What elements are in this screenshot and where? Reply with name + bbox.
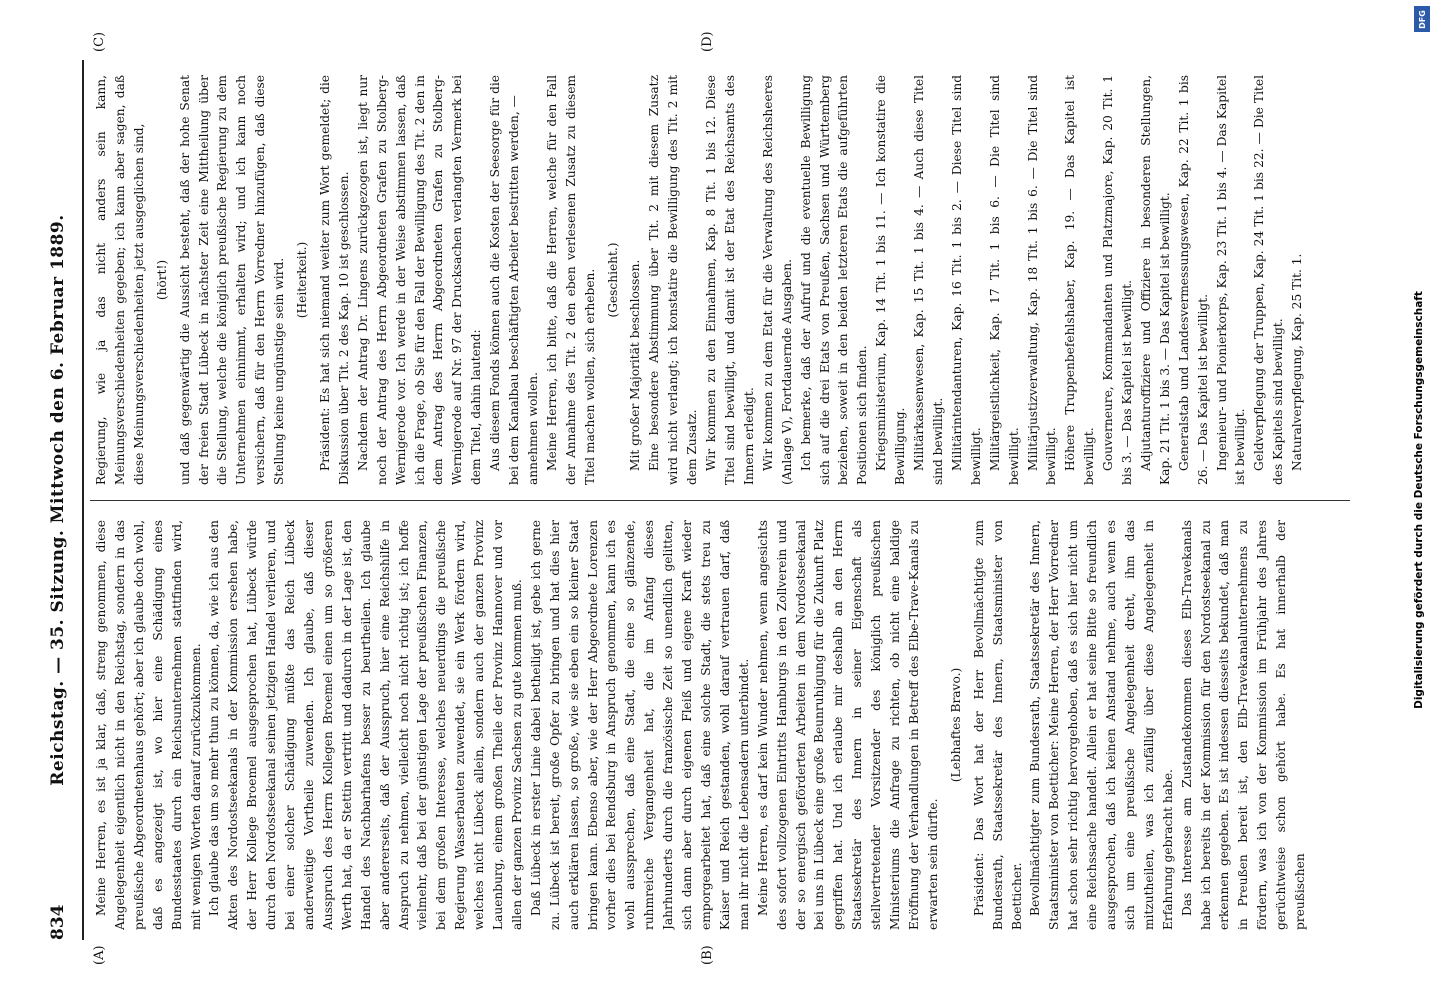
- margin-mark-b: (B): [700, 945, 715, 965]
- speaker-paragraph: Präsident: Es hat sich niemand weiter zum Wort gemeldet; die Diskussion über Tit. 2 des Kap. 10 ist geschlossen.: [317, 75, 351, 485]
- paragraph: Das Interesse am Zustandekommen dieses Elb-Travekanals habe ich bereits in der Kommission für den Nordostseekanal zu erkennen gegeben. Es ist indessen diesseits bekundet, daß man in Preußen bereit ist, den Elb-Travekanalunternehmens zu fördern, was ich von der Kommission im Frühjahr des Jahres gerüchtweise schon gehört habe. Es hat innerhalb der preußischen: [1179, 520, 1308, 930]
- paragraph: Kriegsministerium, Kap. 14 Tit. 1 bis 11. — Ich konstatire die Bewilligung.: [874, 75, 908, 485]
- paragraph: Höhere Truppenbefehlshaber, Kap. 19. — Das Kapitel ist bewilligt.: [1063, 75, 1097, 485]
- paragraph: Geldverpflegung der Truppen, Kap. 24 Tit. 1 bis 22. — Die Titel des Kapitels sind bewilligt.: [1252, 75, 1286, 485]
- paragraph: Naturalverpflegung, Kap. 25 Tit. 1.: [1290, 253, 1305, 471]
- speaker-paragraph: Bevollmächtigter zum Bundesrath, Staatssekretär des Innern, Staatsminister von Boetticher: Meine Herren, der Herr Vorredner hat schon sehr richtig hervorgehoben, daß es sich hier nicht um eine Reichssache handelt. Allein er hat seine Bitte so freundlich ausgesprochen, daß ich keinen Anstand nehme, auch wenn es sich um eine preußische Angelegenheit dreht, ihm das mitzutheilen, was ich zufällig über diese Angelegenheit in Erfahrung gebracht habe.: [1028, 520, 1175, 930]
- margin-mark-d: (D): [700, 31, 715, 52]
- interjection: (Heiterkeit.): [295, 241, 310, 319]
- paragraph: Militärkassenwesen, Kap. 15 Tit. 1 bis 4. — Auch diese Titel sind bewilligt.: [912, 75, 945, 485]
- running-head: [48, 60, 78, 940]
- left-text-column: [92, 520, 1342, 930]
- quoted-paragraph: Aus diesem Fonds können auch die Kosten der Seesorge für die bei dem Kanalbau beschäftigten Arbeiter bestritten werden, —: [488, 75, 522, 485]
- paragraph: Eine besondere Abstimmung über Tit. 2 mit diesem Zusatz wird nicht verlangt; ich konstatire die Bewilligung des Tit. 2 mit dem Zusatz.: [647, 75, 700, 485]
- paragraph: Militärgeistlichkeit, Kap. 17 Tit. 1 bis 6. — Die Titel sind bewilligt.: [987, 75, 1021, 485]
- paragraph: Regierung, wie ja das nicht anders sein kann, Meinungsverschiedenheiten gegeben; ich kann aber sagen, daß diese Meinungsverschiedenheiten jetzt ausgeglichen sind,: [94, 75, 146, 485]
- page-number: 834: [48, 904, 68, 940]
- paragraph: Meine Herren, ich bitte, daß die Herren, welche für den Fall der Annahme des Tit. 2 den eben verlesenen Zusatz zu diesem Titel machen wollen, sich erheben.: [544, 75, 597, 485]
- dfg-logo: [1414, 6, 1430, 32]
- dfg-logo-text: DFG: [1417, 9, 1427, 29]
- session-title: Reichstag. — 35. Sitzung. Mittwoch den 6. Februar 1889.: [48, 214, 68, 786]
- paragraph: Gouverneure, Kommandanten und Platzmajore, Kap. 20 Tit. 1 bis 3. — Das Kapitel ist bewilligt.: [1101, 75, 1135, 485]
- paragraph: Militärintendanturen, Kap. 16 Tit. 1 bis 2. — Diese Titel sind bewilligt.: [949, 75, 983, 485]
- paragraph: Mit großer Majorität beschlossen.: [628, 259, 643, 471]
- credit-text: Digitalisierung gefördert durch die Deutsche Forschungsgemeinschaft: [1413, 291, 1425, 709]
- paragraph: Generalstab und Landesvermessungswesen, Kap. 22 Tit. 1 bis 26. — Das Kapitel ist bewilligt.: [1176, 75, 1210, 485]
- paragraph: Meine Herren, es darf kein Wunder nehmen, wenn angesichts des sofort vollzogenen Eintritts Hamburgs in den Zollverein und der so energisch geförderten Arbeiten in dem Nordostseekanal bei uns in Lübeck eine große Beunruhigung für die Zukunft Platz gegriffen hat. Und ich erlaube mir deshalb an den Herrn Staatssekretär des Innern in seiner Eigenschaft als stellvertretender Vorsitzender des königlich preußischen Ministeriums die Anfrage zu richten, ob nicht eine baldige Eröffnung der Verhandlungen in Betreff des Elbe-Trave-Kanals zu erwarten sein dürfte.: [755, 520, 940, 930]
- digitization-credit: [1410, 40, 1428, 960]
- paragraph: und daß gegenwärtig die Aussicht besteht, daß der hohe Senat der freien Stadt Lübeck in nächster Zeit eine Mittheilung über die Stellung, welche die königlich preußische Regierung zu dem Unternehmen einnimmt, erhalten wird; und ich kann noch versichern, daß für den Herrn Vorredner hinzufügen, daß diese Stellung keine ungünstige sein wird.: [177, 75, 287, 485]
- paragraph: Ich bemerke, daß der Aufruf und die eventuelle Bewilligung sich auf die drei Etats von Preußen, Sachsen und Württemberg beziehen, soweit in den beiden letzteren Etats die aufgeführten Positionen sich finden.: [798, 75, 870, 485]
- paragraph: Ingenieur- und Pionierkorps, Kap. 23 Tit. 1 bis 4. — Das Kapitel ist bewilligt.: [1214, 75, 1248, 485]
- interjection: (hört!): [154, 259, 169, 301]
- paragraph: Adjutanturoffiziere und Offiziere in besonderen Stellungen, Kap. 21 Tit. 1 bis 3. — Das Kapitel ist bewilligt.: [1138, 75, 1172, 485]
- interjection: (Geschieht.): [605, 242, 620, 318]
- paragraph: Daß Lübeck in erster Linie dabei betheiligt ist, gebe ich gerne zu. Lübeck ist bereit, große Opfer zu bringen und hat dies hier auch erklären lassen, so große, wie sie eben ein so kleiner Staat bringen kann. Ebenso aber, wie der Herr Abgeordnete Lorenzen vorher dies bei Rendsburg in Anspruch genommen, kann ich es wohl aussprechen, daß eine Stadt, die eine so glänzende, ruhmreiche Vergangenheit hat, die im Anfang dieses Jahrhunderts durch die französische Zeit so unendlich gelitten, sich dann aber durch eigenen Fleiß und eigene Kraft wieder emporgearbeitet hat, daß eine solche Stadt, die stets treu zu Kaiser und Reich gestanden, wohl darauf vertrauen darf, daß man ihr nicht die Lebensadern unterbindet.: [528, 520, 751, 930]
- paragraph: Wir kommen zu dem Etat für die Verwaltung des Reichsheeres (Anlage V), Fortdauernde Ausgaben.: [760, 75, 794, 485]
- paragraph: Nachdem der Antrag Dr. Lingens zurückgezogen ist, liegt nur noch der Antrag des Herrn Abgeordneten Grafen zu Stolberg-Wernigerode vor. Ich werde in der Weise abstimmen lassen, daß ich die Frage, ob Sie für den Fall der Bewilligung des Tit. 2 den in dem Antrag des Herrn Abgeordneten Grafen zu Stolberg-Wernigerode auf Nr. 97 der Drucksachen verlangten Vermerk bei dem Titel, dahin lautend:: [355, 75, 484, 485]
- speaker-paragraph: Präsident: Das Wort hat der Herr Bevollmächtigte zum Bundesrath, Staatssekretär des Innern, Staatsminister von Boetticher.: [971, 520, 1024, 930]
- paragraph: Wir kommen zu den Einnahmen, Kap. 8 Tit. 1 bis 12. Diese Titel sind bewilligt, und damit ist der Etat des Reichsamts des Innern erledigt.: [704, 75, 756, 485]
- paragraph: annehmen wollen.: [525, 371, 540, 485]
- interjection: (Lebhaftes Bravo.): [948, 667, 963, 783]
- margin-mark-c: (C): [92, 31, 107, 52]
- paragraph: Meine Herren, es ist ja klar, daß, streng genommen, diese Angelegenheit eigentlich nicht in den Reichstag, sondern in das preußische Abgeordnetenhaus gehört; aber ich glaube doch wohl, daß es angezeigt ist, wo hier eine Schädigung eines Bundesstaates durch ein Reichsunternehmen stattfinden wird, mit wenigen Worten darauf zurückzukommen.: [94, 520, 203, 930]
- right-text-column: [92, 75, 1342, 485]
- paragraph: Ich glaube das um so mehr thun zu können, da, wie ich aus den Akten des Nordostseekanals in der Kommission ersehen habe, der Herr Kollege Broemel ausgesprochen hat, Lübeck würde durch den Nordostseekanal seinen jetzigen Handel verlieren, und bei einer solcher Schädigung müßte das Reich Lübeck anderweitige Vortheile zuwenden. Ich glaube, daß dieser Ausspruch des Herrn Kollegen Broemel einen um so größeren Werth hat, da er Stettin vertritt und dadurch in der Lage ist, den Handel des Nachbarhafens besser zu beurtheilen. Ich glaube aber andererseits, daß der Ausspruch, hier eine Reichshilfe in Anspruch zu nehmen, vielleicht noch nicht richtig ist; ich hoffe vielmehr, daß bei der günstigen Lage der preußischen Finanzen, bei dem großen Interesse, welches neuerdings die preußische Regierung Wasserbauten zuwendet, sie ein Werk fördern wird, welches nicht Lübeck allein, sondern auch der ganzen Provinz Lauenburg, einem großen Theile der Provinz Hannover und vor allen der ganzen Provinz Sachsen zu gute kommen muß.: [207, 520, 524, 930]
- header-rule: [82, 60, 84, 940]
- margin-mark-a: (A): [92, 945, 107, 965]
- paragraph: Militärjustizverwaltung, Kap. 18 Tit. 1 bis 6. — Die Titel sind bewilligt.: [1025, 75, 1059, 485]
- column-divider: [90, 500, 1350, 501]
